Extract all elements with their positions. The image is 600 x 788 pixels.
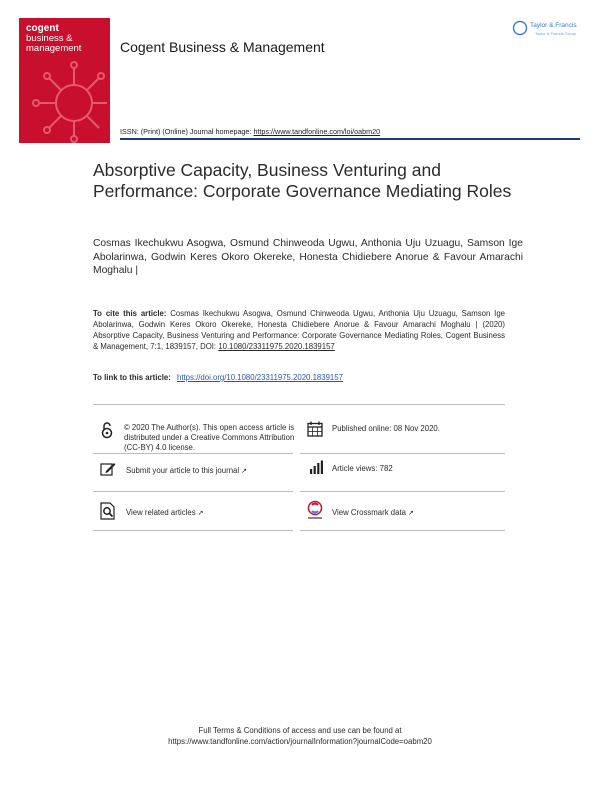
cover-brand [26, 24, 81, 54]
crossmark-label: View Crossmark data [332, 508, 406, 517]
external-link-icon: ↗ [197, 510, 204, 517]
citation-doi-link[interactable]: 10.1080/23311975.2020.1839157 [218, 342, 335, 351]
license-text: © 2020 The Author(s). This open access article is distributed under a Creative Commons Attribution (CC-BY) 4.0 license. [124, 423, 295, 452]
published-date: Published online: 08 Nov 2020. [332, 424, 440, 433]
journal-homepage-link[interactable]: https://www.tandfonline.com/loi/oabm20 [253, 127, 381, 136]
submit-article-label: Submit your article to this journal [126, 466, 240, 475]
bar-chart-icon [309, 460, 325, 475]
citation-label: To cite this article: [93, 309, 167, 318]
divider [93, 453, 293, 454]
divider [93, 491, 293, 492]
edit-submit-icon [100, 461, 116, 476]
related-articles-link[interactable] [126, 508, 296, 519]
open-access-lock-icon [100, 421, 114, 439]
crossmark-icon [307, 500, 323, 522]
page-footer [0, 725, 600, 747]
divider [300, 491, 505, 492]
external-link-icon: ↗ [407, 510, 414, 517]
related-articles-label: View related articles [126, 508, 196, 517]
publisher-globe-icon [514, 22, 527, 35]
citation-block [93, 308, 505, 352]
footer-terms-text: Full Terms & Conditions of access and use can be found at [198, 726, 402, 735]
divider [300, 453, 505, 454]
article-doi-link[interactable]: https://doi.org/10.1080/23311975.2020.1839157 [177, 373, 343, 382]
cover-brand-line2: business & [26, 33, 73, 44]
publisher-group: Taylor & Francis Group [535, 31, 576, 36]
calendar-icon [307, 421, 323, 437]
external-link-icon: ↗ [241, 468, 247, 475]
article-authors: Cosmas Ikechukwu Asogwa, Osmund Chinweoda Ugwu, Anthonia Uju Uzuagu, Samson Ige Abolarinwa, Godwin Keres Okoro Okereke, Honesta Chidiebere Anorue & Favour Amarachi Moghalu | [93, 238, 523, 276]
issn-line [120, 127, 380, 136]
cover-brand-line3: management [26, 43, 82, 54]
divider [93, 404, 505, 405]
article-views: Article views: 782 [332, 464, 393, 473]
publisher-name: Taylor & Francis [530, 22, 577, 29]
article-title: Absorptive Capacity, Business Venturing and Performance: Corporate Governance Mediating Roles [93, 160, 512, 201]
crossmark-link[interactable] [332, 508, 502, 519]
footer-terms-link[interactable]: https://www.tandfonline.com/action/journalInformation?journalCode=oabm20 [168, 737, 432, 746]
publisher-logo [512, 16, 582, 47]
submit-article-link[interactable] [126, 466, 296, 477]
journal-title: Cogent Business & Management [120, 39, 325, 55]
issn-label: ISSN: (Print) (Online) Journal homepage: [120, 127, 252, 136]
article-link-block [93, 373, 343, 382]
divider [93, 530, 293, 531]
citation-text: Cosmas Ikechukwu Asogwa, Osmund Chinweoda Ugwu, Anthonia Uju Uzuagu, Samson Ige Abolarinwa, Godwin Keres Okoro Okereke, Honesta Chidiebere Anorue & Favour Amarachi Moghalu | (2020) Absorptive Capacity, Business Venturing and Performance: Corporate Governance Mediating Roles, Cogent Business & Management, 7:1, 1839157, DOI: [93, 309, 505, 351]
journal-cover [19, 18, 110, 143]
header-divider [120, 138, 580, 140]
link-label: To link to this article: [93, 373, 171, 382]
cover-brand-line1: cogent [26, 23, 59, 34]
related-articles-search-icon [100, 502, 116, 520]
divider [300, 530, 505, 531]
